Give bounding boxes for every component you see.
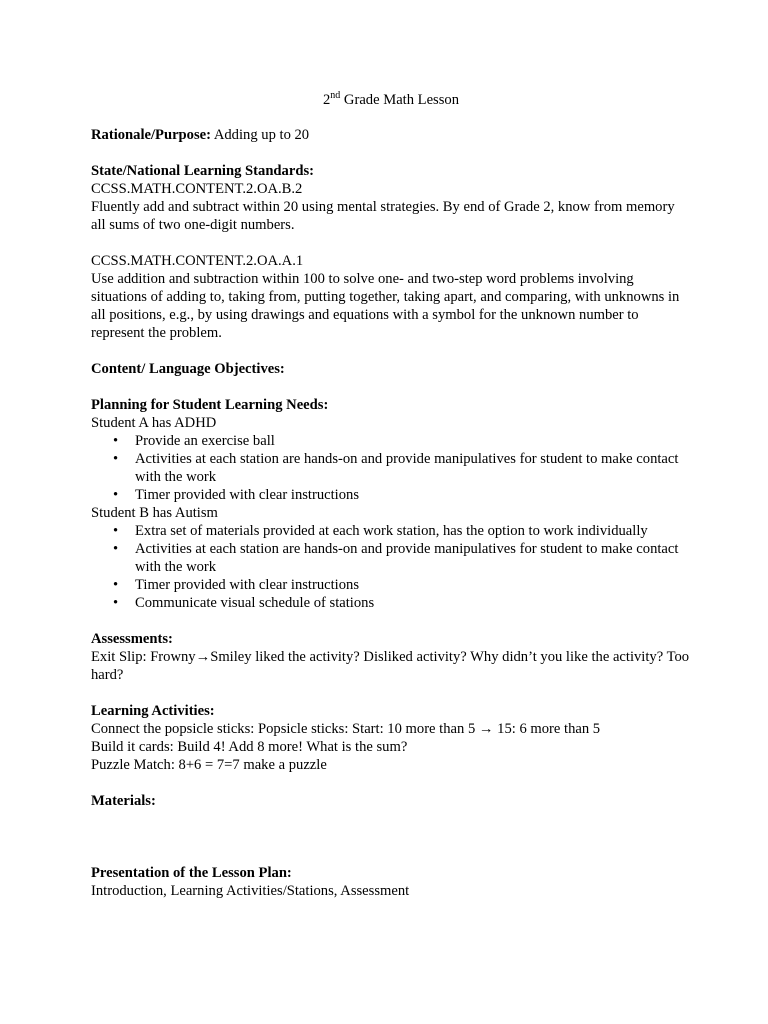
standard-description: Fluently add and subtract within 20 using mental strategies. By end of Grade 2, know from memory all sums of two one-digit numbers. — [91, 199, 675, 233]
bullet: • — [113, 451, 119, 467]
bullet: • — [113, 577, 119, 593]
list-item: • Timer provided with clear instructions — [113, 577, 360, 593]
list-item: • Activities at each station are hands-on and provide manipulatives for student to make contact with the work — [113, 541, 679, 575]
materials-heading: Materials: — [91, 793, 156, 809]
activities-section — [91, 702, 691, 774]
title-text: Grade Math Lesson — [340, 92, 460, 108]
assessments-section — [91, 630, 691, 684]
bullet: • — [113, 487, 119, 503]
list-item: • Provide an exercise ball — [113, 433, 275, 449]
title-number: 2 — [322, 92, 331, 108]
activity-line: Connect the popsicle sticks: Popsicle sticks: Start: 10 more than 5 → 15: 6 more than 5 — [91, 721, 601, 737]
bullet: • — [113, 541, 119, 557]
document-body — [91, 91, 691, 900]
activity-line: Build it cards: Build 4! Add 8 more! What is the sum? — [91, 739, 408, 755]
list-item: • Timer provided with clear instructions — [113, 487, 360, 503]
activities-heading: Learning Activities: — [91, 703, 215, 719]
arrow-right-icon: → — [195, 649, 211, 665]
list-item: • Extra set of materials provided at each work station, has the option to work individually — [113, 523, 648, 539]
bullet: • — [113, 595, 119, 611]
standard-code: CCSS.MATH.CONTENT.2.OA.B.2 — [91, 181, 303, 197]
student-b-list — [91, 522, 691, 612]
student-b-label: Student B has Autism — [91, 505, 218, 521]
list-item: • Activities at each station are hands-on and provide manipulatives for student to make contact with the work — [113, 451, 679, 485]
standards-section — [91, 162, 691, 342]
standard-description: Use addition and subtraction within 100 to solve one- and two-step word problems involving situations of adding to, taking from, putting together, taking apart, and comparing, with unknowns in all positions, e.g., by using drawings and equations with a symbol for the unknown number to represent the problem. — [91, 271, 680, 341]
standard-code: CCSS.MATH.CONTENT.2.OA.A.1 — [91, 253, 304, 269]
standards-heading: State/National Learning Standards: — [91, 163, 314, 179]
title-superscript: nd — [330, 90, 341, 102]
activity-line: Puzzle Match: 8+6 = 7=7 make a puzzle — [91, 757, 327, 773]
page-title — [91, 91, 691, 109]
bullet: • — [113, 523, 119, 539]
student-a-list — [91, 432, 691, 504]
list-item: • Communicate visual schedule of stations — [113, 595, 375, 611]
presentation-section — [91, 864, 691, 900]
rationale-label: Rationale/Purpose: — [91, 127, 211, 143]
planning-section — [91, 396, 691, 612]
bullet: • — [113, 433, 119, 449]
objectives-heading: Content/ Language Objectives: — [91, 361, 285, 377]
student-a-label: Student A has ADHD — [91, 415, 217, 431]
assessment-text: Exit Slip: Frowny→Smiley liked the activity? Disliked activity? Why didn’t you like the activity? Too hard? — [91, 649, 690, 683]
presentation-text: Introduction, Learning Activities/Stations, Assessment — [91, 883, 410, 899]
assessments-heading: Assessments: — [91, 631, 173, 647]
presentation-heading: Presentation of the Lesson Plan: — [91, 865, 292, 881]
rationale-value: Adding up to 20 — [211, 127, 310, 143]
rationale-line — [91, 126, 691, 144]
planning-heading: Planning for Student Learning Needs: — [91, 397, 329, 413]
arrow-right-icon: → — [478, 721, 494, 737]
